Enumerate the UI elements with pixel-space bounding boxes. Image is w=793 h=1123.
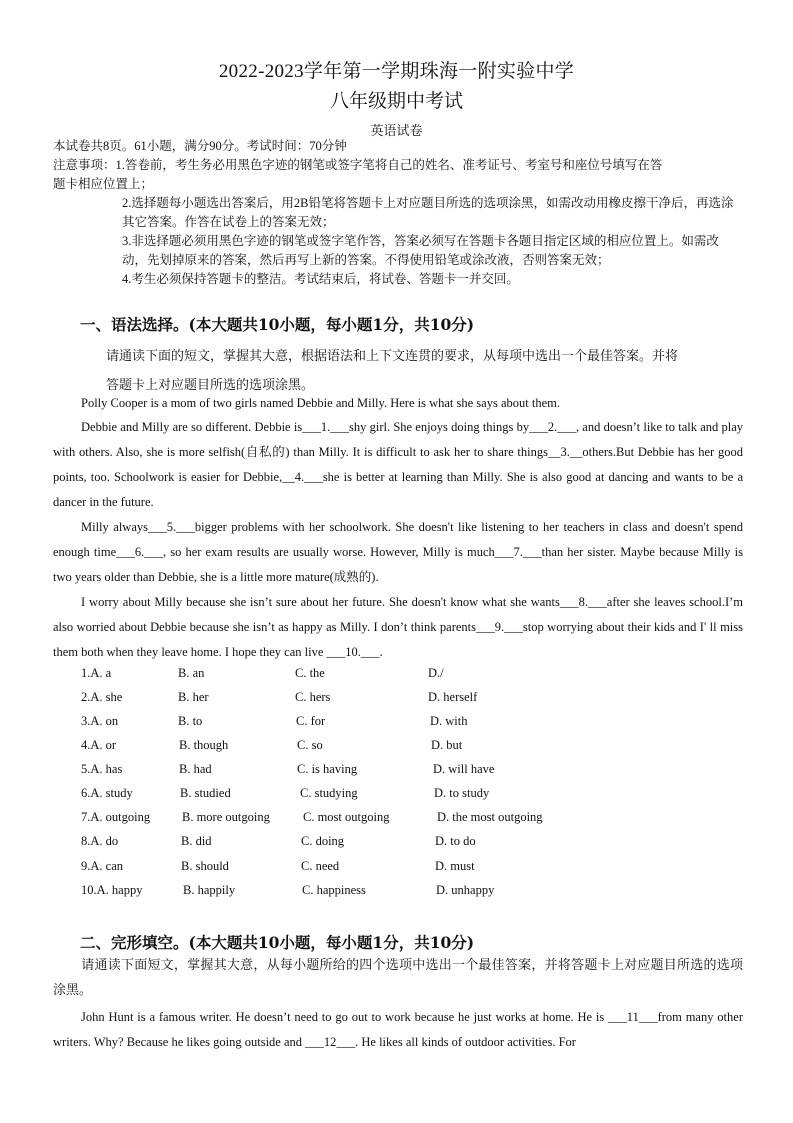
section-instruction: 请通读下面短文，掌握其大意，从每小题所给的四个选项中选出一个最佳答案，并将答题卡上对应题目所选的选项涂黑。 bbox=[53, 957, 743, 997]
option-row bbox=[81, 666, 721, 686]
option-a: 8.A. do bbox=[81, 834, 119, 848]
option-b: B. had bbox=[179, 762, 212, 776]
option-d: D. the most outgoing bbox=[437, 810, 543, 824]
option-a: 2.A. she bbox=[81, 690, 123, 704]
section-title: 一、语法选择。(本大题共10小题，每小题1分，共10分) bbox=[80, 315, 475, 334]
section-title: 二、完形填空。(本大题共10小题，每小题1分，共10分) bbox=[80, 933, 475, 952]
option-d: D. to study bbox=[434, 786, 490, 800]
option-row bbox=[81, 786, 721, 806]
note-item: 4.考生必须保持答题卡的整洁。考试结束后，将试卷、答题卡一并交回。 bbox=[122, 272, 519, 286]
option-b: B. should bbox=[181, 859, 229, 873]
note-item: 3.非选择题必须用黑色字迹的钢笔或签字笔作答，答案必须写在答题卡各题目指定区域的相应位置上。如需改动，先划掉原来的答案，然后再写上新的答案。不得使用铅笔或涂改液，否则答案无效； bbox=[122, 234, 719, 267]
option-b: B. more outgoing bbox=[182, 810, 270, 824]
option-row bbox=[81, 859, 721, 879]
option-c: C. need bbox=[301, 859, 340, 873]
passage-paragraph: Milly always___5.___bigger problems with her schoolwork. She doesn't like listening to her teachers in class and doesn't spend enough time___6.___, so her exam results are usually worse. However, Milly is much___7.___than her sister. Maybe because Milly is two years older than Debbie, she is a little more mature(成熟的). bbox=[53, 520, 743, 584]
note-item: 2.选择题每小题选出答案后，用2B铅笔将答题卡上对应题目所选的选项涂黑，如需改动用橡皮擦干净后，再选涂其它答案。作答在试卷上的答案无效； bbox=[122, 196, 734, 229]
option-row bbox=[81, 810, 721, 830]
option-c: C. hers bbox=[295, 690, 331, 704]
option-a: 6.A. study bbox=[81, 786, 133, 800]
option-row bbox=[81, 714, 721, 734]
option-row bbox=[81, 834, 721, 854]
option-b: B. to bbox=[178, 714, 203, 728]
option-b: B. happily bbox=[183, 883, 236, 897]
passage-paragraph: Debbie and Milly are so different. Debbie is___1.___shy girl. She enjoys doing things by___2.___, and doesn’t like to talk and play with others. Also, she is more selfish(自私的) than Milly. It is difficult to ask her to share things__3.__others.But Debbie has her good points, too. Schoolwork is easier for Debbie,__4.___she is better at learning than Milly. She is also good at dancing and wants to be a dancer in the future. bbox=[53, 420, 743, 509]
option-d: D./ bbox=[428, 666, 444, 680]
option-d: D. will have bbox=[433, 762, 495, 776]
exam-title: 2022-2023学年第一学期珠海一附实验中学 bbox=[218, 61, 575, 82]
option-c: C. doing bbox=[301, 834, 345, 848]
option-c: C. the bbox=[295, 666, 325, 680]
option-a: 3.A. on bbox=[81, 714, 119, 728]
section-instruction: 答题卡上对应题目所选的选项涂黑。 bbox=[106, 377, 315, 392]
option-c: C. most outgoing bbox=[303, 810, 390, 824]
passage-paragraph: John Hunt is a famous writer. He doesn’t need to go out to work because he just works at home. He is ___11___from many other writers. Why? Because he likes going outside and ___12___. He likes all kinds of outdoor activities. For bbox=[53, 1010, 743, 1049]
option-a: 4.A. or bbox=[81, 738, 117, 752]
option-row bbox=[81, 762, 721, 782]
passage-paragraph: Polly Cooper is a mom of two girls named Debbie and Milly. Here is what she says about them. bbox=[81, 396, 560, 410]
option-c: C. happiness bbox=[302, 883, 366, 897]
option-b: B. though bbox=[179, 738, 229, 752]
option-d: D. must bbox=[435, 859, 475, 873]
option-row bbox=[81, 883, 721, 903]
notes-intro-cont: 题卡相应位置上； bbox=[53, 177, 154, 191]
option-d: D. to do bbox=[435, 834, 476, 848]
option-b: B. her bbox=[178, 690, 209, 704]
option-d: D. with bbox=[430, 714, 468, 728]
option-a: 5.A. has bbox=[81, 762, 123, 776]
option-b: B. studied bbox=[180, 786, 231, 800]
option-d: D. unhappy bbox=[436, 883, 495, 897]
option-b: B. did bbox=[181, 834, 212, 848]
notes-intro: 注意事项：1.答卷前，考生务必用黑色字迹的钢笔或签字笔将自己的姓名、准考证号、考室号和座位号填写在答 bbox=[53, 158, 663, 172]
exam-subtitle: 八年级期中考试 bbox=[329, 91, 463, 112]
option-row bbox=[81, 738, 721, 758]
option-row bbox=[81, 690, 721, 710]
option-a: 9.A. can bbox=[81, 859, 123, 873]
option-c: C. for bbox=[296, 714, 326, 728]
option-a: 1.A. a bbox=[81, 666, 112, 680]
option-d: D. herself bbox=[428, 690, 478, 704]
exam-info: 本试卷共8页。61小题，满分90分。考试时间：70分钟 bbox=[53, 139, 347, 153]
option-a: 7.A. outgoing bbox=[81, 810, 151, 824]
subject-title: 英语试卷 bbox=[370, 123, 423, 138]
option-d: D. but bbox=[431, 738, 463, 752]
option-b: B. an bbox=[178, 666, 205, 680]
section-instruction: 请通读下面的短文，掌握其大意，根据语法和上下文连贯的要求，从每项中选出一个最佳答案。并将 bbox=[106, 348, 679, 363]
passage-paragraph: I worry about Milly because she isn’t sure about her future. She doesn't know what she wants___8.___after she leaves school.I’m also worried about Debbie because she isn’t as happy as Milly. I don’t think parents___9.___stop worrying about their kids and I' ll miss them both when they leave home. I hope they can live ___10.___. bbox=[53, 595, 743, 659]
option-a: 10.A. happy bbox=[81, 883, 143, 897]
option-c: C. so bbox=[297, 738, 323, 752]
option-c: C. is having bbox=[297, 762, 358, 776]
option-c: C. studying bbox=[300, 786, 358, 800]
